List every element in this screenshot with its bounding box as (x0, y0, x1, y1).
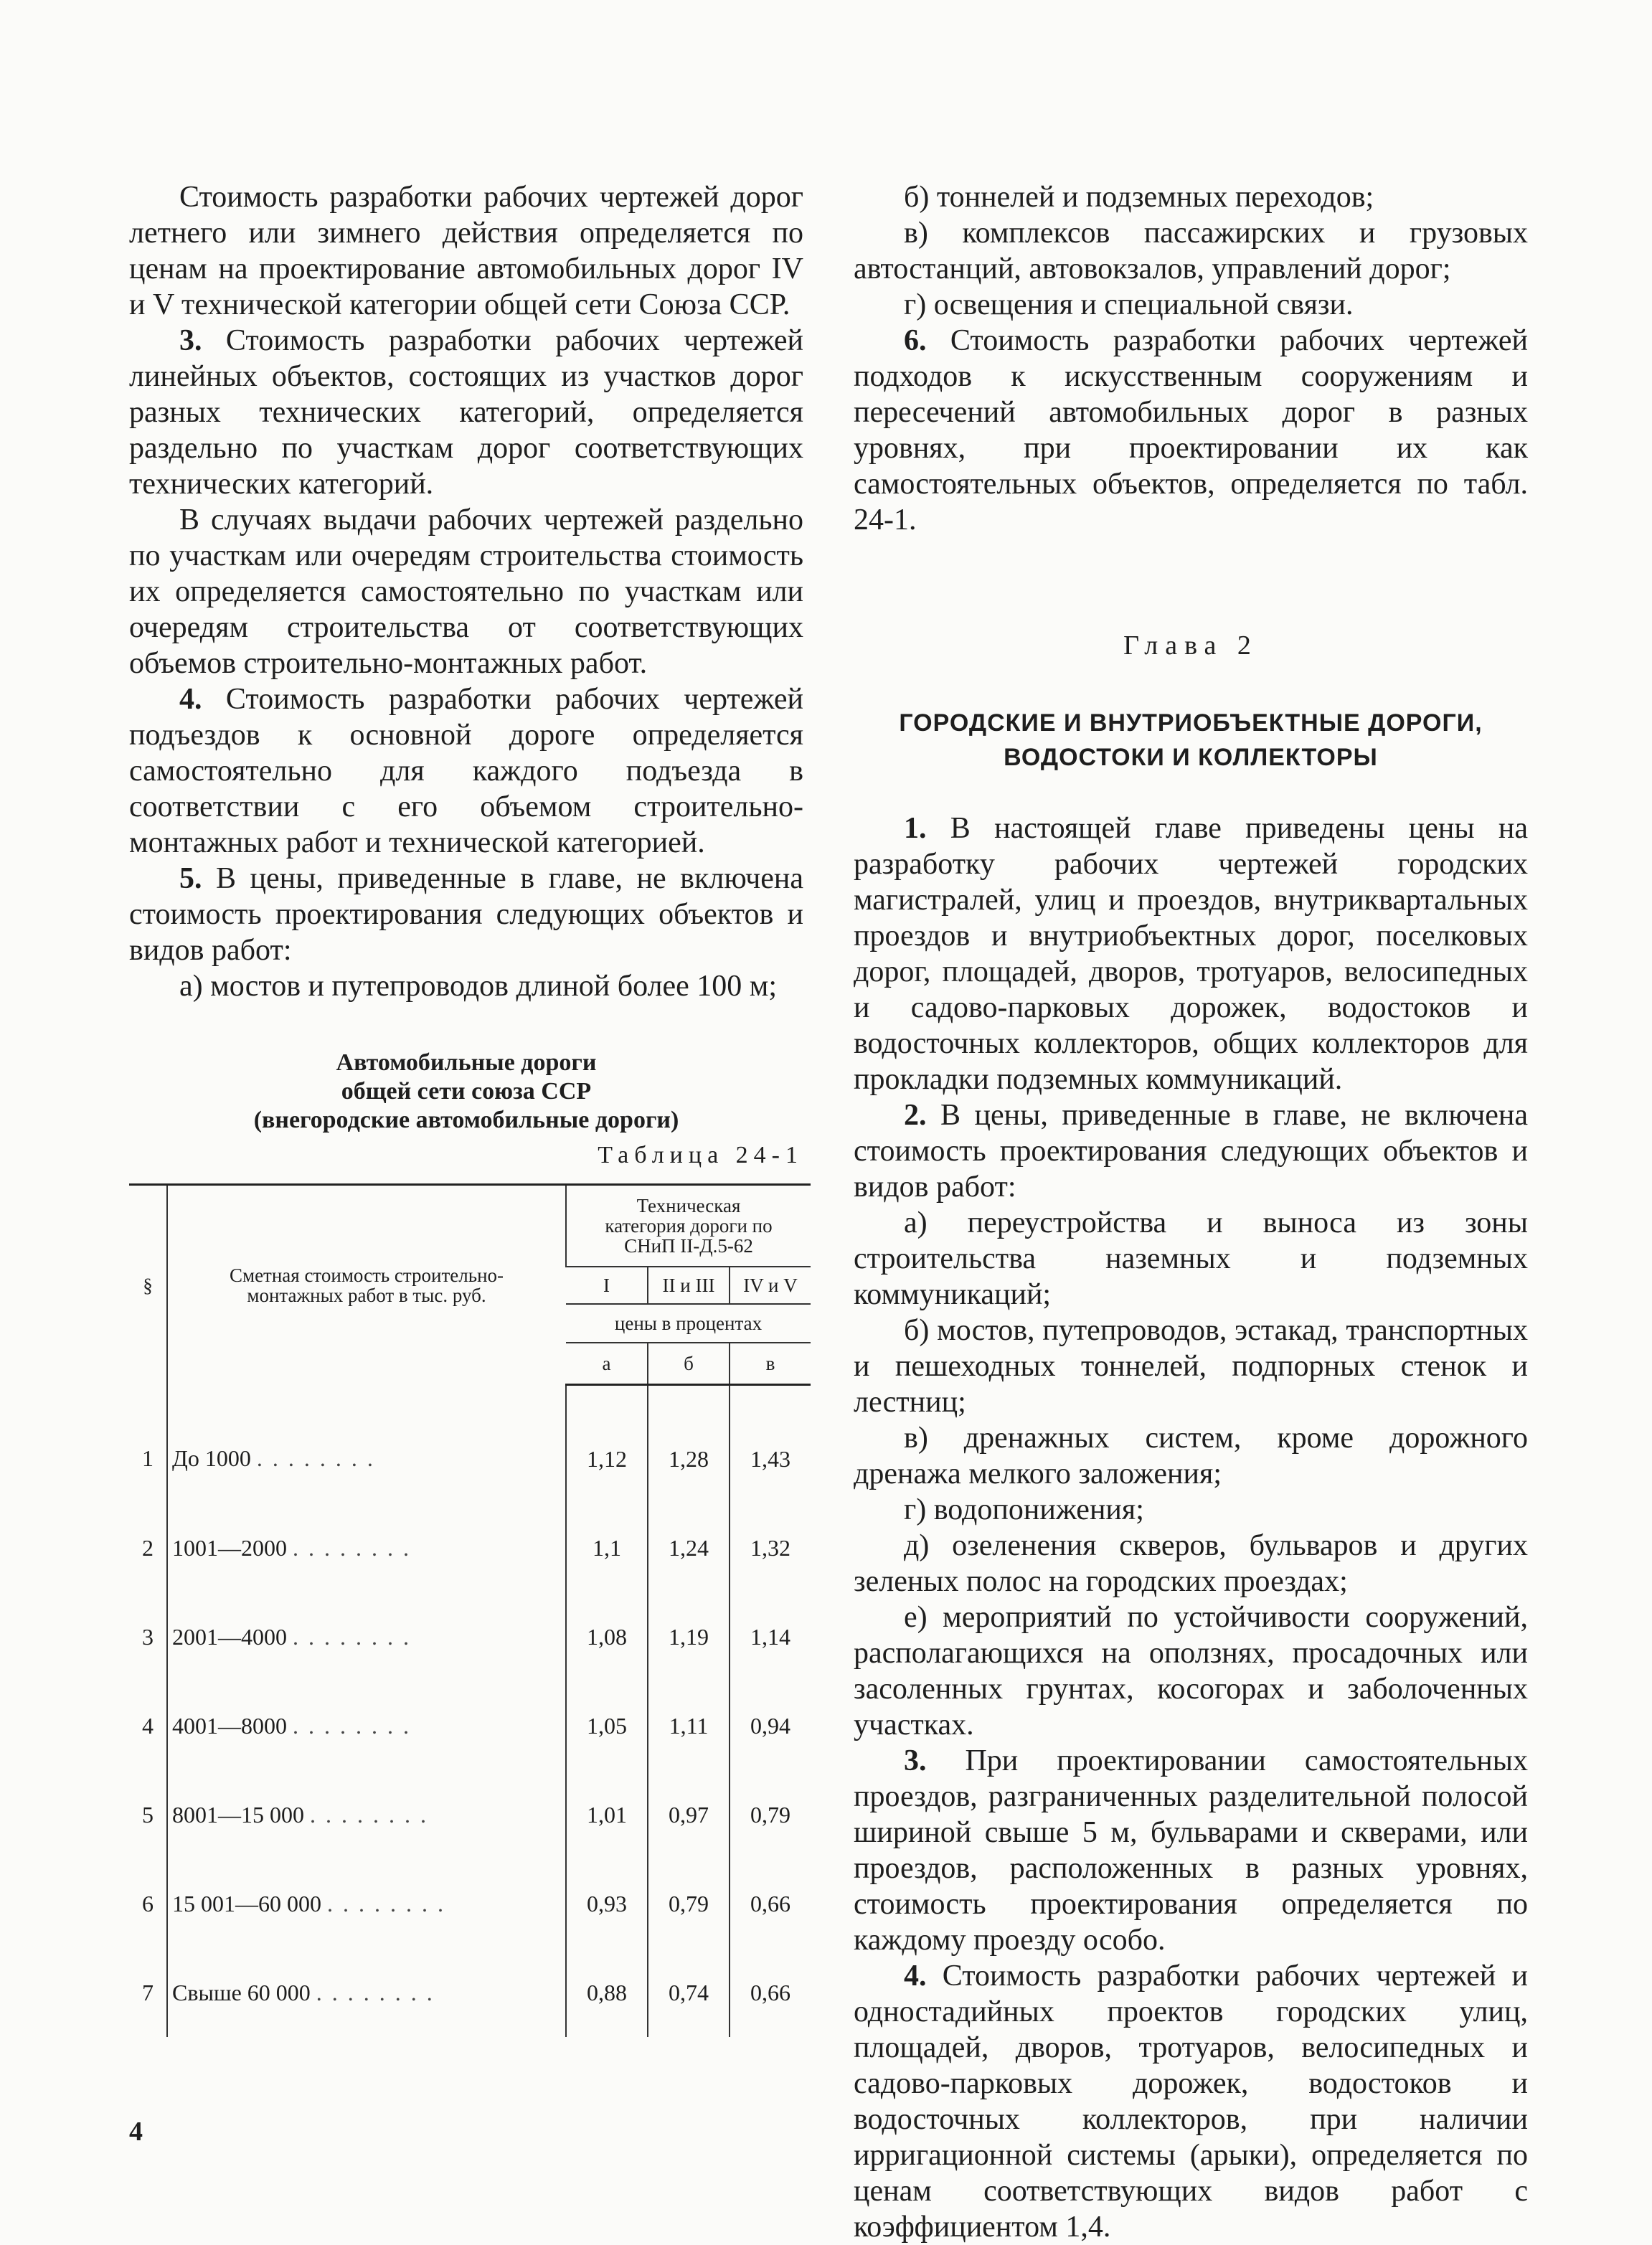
table-title-line-1: Автомобильные дороги (336, 1049, 597, 1076)
left-paragraphs (129, 179, 803, 1004)
value-a: 1,08 (566, 1592, 648, 1681)
row-number: 4 (142, 1712, 154, 1739)
left-column (129, 179, 803, 2037)
table-row (129, 1859, 811, 1948)
paragraph-number: 4. (904, 1960, 927, 1993)
paragraph-text: В цены, приведенные в главе, не включена стоимость проектирования следующих объектов и видов работ: (854, 1099, 1528, 1204)
chapter-paragraphs (854, 810, 1528, 2245)
header-section: § (129, 1185, 167, 1385)
value-c: 1,43 (730, 1385, 811, 1504)
value-c: 0,66 (730, 1859, 811, 1948)
value-a: 1,1 (566, 1503, 648, 1592)
value-a: 0,93 (566, 1859, 648, 1948)
paragraph-text: д) озеленения скверов, бульваров и других зеленых полос на городских проездах; (854, 1529, 1528, 1598)
paragraph (854, 215, 1528, 287)
row-number: 3 (142, 1623, 154, 1650)
row-number: 1 (142, 1445, 154, 1471)
row-range-text: Свыше 60 000 (172, 1979, 311, 2005)
chapter-title (854, 706, 1528, 775)
paragraph (129, 861, 803, 968)
row-range (167, 1385, 566, 1504)
paragraph-text: г) освещения и специальной связи. (904, 288, 1354, 321)
paragraph-number: 3. (179, 324, 202, 357)
row-number: 6 (142, 1890, 154, 1916)
value-a: 1,05 (566, 1681, 648, 1770)
paragraph-number: 2. (904, 1099, 927, 1132)
paragraph-text: б) тоннелей и подземных переходов; (904, 181, 1374, 214)
header-prices: цены в процентах (566, 1304, 811, 1343)
value-b: 1,19 (648, 1592, 730, 1681)
table-row (129, 1770, 811, 1859)
value-c: 0,94 (730, 1681, 811, 1770)
header-category: Техническая категория дороги по СНиП II-Д.5-62 (566, 1185, 811, 1267)
paragraph-number: 1. (904, 812, 927, 845)
paragraph-text: В цены, приведенные в главе, не включена стоимость проектирования следующих объектов и видов работ: (129, 862, 803, 967)
row-range-text: 2001—4000 (172, 1623, 287, 1650)
page-number: 4 (129, 2117, 143, 2147)
paragraph (854, 810, 1528, 1097)
header-cost: Сметная стоимость строительно-монтажных работ в тыс. руб. (167, 1185, 566, 1385)
right-column (854, 179, 1528, 2245)
value-b: 0,74 (648, 1948, 730, 2037)
paragraph (854, 1205, 1528, 1313)
paragraph-number: 3. (904, 1744, 927, 1777)
row-number: 7 (142, 1979, 154, 2005)
table-row (129, 1592, 811, 1681)
paragraph (129, 179, 803, 323)
chapter-label: Глава 2 (1123, 630, 1258, 661)
row-range (167, 1503, 566, 1592)
paragraph-number: 6. (904, 324, 927, 357)
paragraph (854, 287, 1528, 323)
leader-dots: ........ (293, 1623, 419, 1650)
paragraph-text: е) мероприятий по устойчивости сооружений, располагающихся на оползнях, просадочных или засоленных грунтах, косогорах и заболоченных участках. (854, 1601, 1528, 1741)
header-col-c: в (730, 1343, 811, 1385)
price-table (129, 1183, 811, 2037)
value-b: 1,28 (648, 1385, 730, 1504)
table-row (129, 1948, 811, 2037)
paragraph (854, 1528, 1528, 1599)
paragraph (854, 179, 1528, 215)
header-col-a: а (566, 1343, 648, 1385)
value-a: 1,12 (566, 1385, 648, 1504)
row-range-text: 15 001—60 000 (172, 1890, 321, 1916)
paragraph (854, 1313, 1528, 1420)
table-title-line-2: общей сети союза ССР (341, 1078, 592, 1105)
leader-dots: ........ (293, 1712, 419, 1739)
chapter-title-line-1: ГОРОДСКИЕ И ВНУТРИОБЪЕКТНЫЕ ДОРОГИ, (899, 709, 1483, 737)
value-a: 1,01 (566, 1770, 648, 1859)
row-range-text: 4001—8000 (172, 1712, 287, 1739)
paragraph (129, 502, 803, 681)
table-title (129, 1049, 803, 1135)
paragraph-text: Стоимость разработки рабочих чертежей дорог летнего или зимнего действия определяется по ценам на проектирование автомобильных дорог IV и V технической категории общей сети Союза ССР. (129, 181, 803, 321)
value-c: 1,32 (730, 1503, 811, 1592)
paragraph-text: В настоящей главе приведены цены на разработку рабочих чертежей городских магистралей, улиц и проездов, внутриквартальных проездов и внутриобъектных дорог, поселковых дорог, площадей, дворов, тротуаров, велосипедных и садово-парковых дорожек, водостоков и водосточных коллекторов, общих коллекторов для прокладки подземных коммуникаций. (854, 812, 1528, 1096)
row-range (167, 1592, 566, 1681)
paragraph (854, 1097, 1528, 1205)
paragraph (129, 323, 803, 502)
row-range-text: 1001—2000 (172, 1534, 287, 1561)
paragraph-text: б) мостов, путепроводов, эстакад, транспортных и пешеходных тоннелей, подпорных стенок и лестниц; (854, 1314, 1528, 1419)
leader-dots: ........ (327, 1890, 453, 1916)
paragraph (854, 1958, 1528, 2245)
paragraph (854, 1492, 1528, 1528)
value-b: 1,11 (648, 1681, 730, 1770)
paragraph-text: в) дренажных систем, кроме дорожного дренажа мелкого заложения; (854, 1422, 1528, 1490)
value-c: 1,14 (730, 1592, 811, 1681)
paragraph (854, 1599, 1528, 1743)
paragraph-number: 5. (179, 862, 202, 895)
value-b: 0,97 (648, 1770, 730, 1859)
header-cat-2: II и III (648, 1267, 730, 1304)
row-number: 5 (142, 1801, 154, 1828)
table-body (129, 1385, 811, 2038)
value-b: 0,79 (648, 1859, 730, 1948)
value-b: 1,24 (648, 1503, 730, 1592)
paragraph-text: Стоимость разработки рабочих чертежей линейных объектов, состоящих из участков дорог разных технических категорий, определяется раздельно по участкам дорог соответствующих технических категорий. (129, 324, 803, 501)
table-row (129, 1681, 811, 1770)
table-row (129, 1503, 811, 1592)
row-range-text: До 1000 (172, 1445, 251, 1471)
paragraph (854, 1420, 1528, 1492)
header-cat-3: IV и V (730, 1267, 811, 1304)
paragraph-text: а) переустройства и выноса из зоны строительства наземных и подземных коммуникаций; (854, 1206, 1528, 1311)
paragraph-text: В случаях выдачи рабочих чертежей раздельно по участкам или очередям строительства стоимость их определяется самостоятельно по участкам или очередям строительства от соответствующих объемов строительно-монтажных работ. (129, 504, 803, 680)
row-range-text: 8001—15 000 (172, 1801, 304, 1828)
paragraph-number: 4. (179, 683, 202, 716)
row-number: 2 (142, 1534, 154, 1561)
table-row (129, 1385, 811, 1504)
table-title-line-3: (внегородские автомобильные дороги) (253, 1107, 679, 1133)
value-a: 0,88 (566, 1948, 648, 2037)
paragraph-text: Стоимость разработки рабочих чертежей и одностадийных проектов городских улиц, площадей, дворов, тротуаров, велосипедных и садово-парковых дорожек, водостоков и водосточных коллекторов, при наличии ирригационной системы (арыки), определяется по ценам соответствующих видов работ с коэффициентом 1,4. (854, 1960, 1528, 2244)
paragraph-text: а) мостов и путепроводов длиной более 100 м; (179, 970, 778, 1003)
paragraph (129, 681, 803, 861)
row-range (167, 1681, 566, 1770)
paragraph-text: г) водопонижения; (904, 1493, 1144, 1526)
row-range (167, 1770, 566, 1859)
paragraph (854, 323, 1528, 538)
value-c: 0,66 (730, 1948, 811, 2037)
leader-dots: ........ (256, 1445, 383, 1471)
leader-dots: ........ (316, 1979, 443, 2005)
chapter-title-line-2: ВОДОСТОКИ И КОЛЛЕКТОРЫ (1004, 744, 1378, 771)
table-number: Таблица 24-1 (598, 1142, 803, 1168)
paragraph-text: Стоимость разработки рабочих чертежей подходов к искусственным сооружениям и пересечений автомобильных дорог в разных уровнях, при проектировании их как самостоятельных объектов, определяется по табл. 24-1. (854, 324, 1528, 537)
value-c: 0,79 (730, 1770, 811, 1859)
paragraph-text: в) комплексов пассажирских и грузовых автостанций, автовокзалов, управлений дорог; (854, 217, 1528, 285)
header-col-b: б (648, 1343, 730, 1385)
paragraph-text: Стоимость разработки рабочих чертежей подъездов к основной дороге определяется самостоятельно для каждого подъезда в соответствии с его объемом строительно-монтажных работ и технической категорией. (129, 683, 803, 859)
header-cat-1: I (566, 1267, 648, 1304)
right-top-paragraphs (854, 179, 1528, 538)
row-range (167, 1948, 566, 2037)
leader-dots: ........ (293, 1534, 419, 1561)
row-range (167, 1859, 566, 1948)
paragraph (129, 968, 803, 1004)
paragraph (854, 1743, 1528, 1958)
leader-dots: ........ (310, 1801, 436, 1828)
paragraph-text: При проектировании самостоятельных проездов, разграниченных разделительной полосой шириной свыше 5 м, бульварами и скверами, или проездов, расположенных в разных уровнях, стоимость проектирования определяется по каждому проезду особо. (854, 1744, 1528, 1957)
